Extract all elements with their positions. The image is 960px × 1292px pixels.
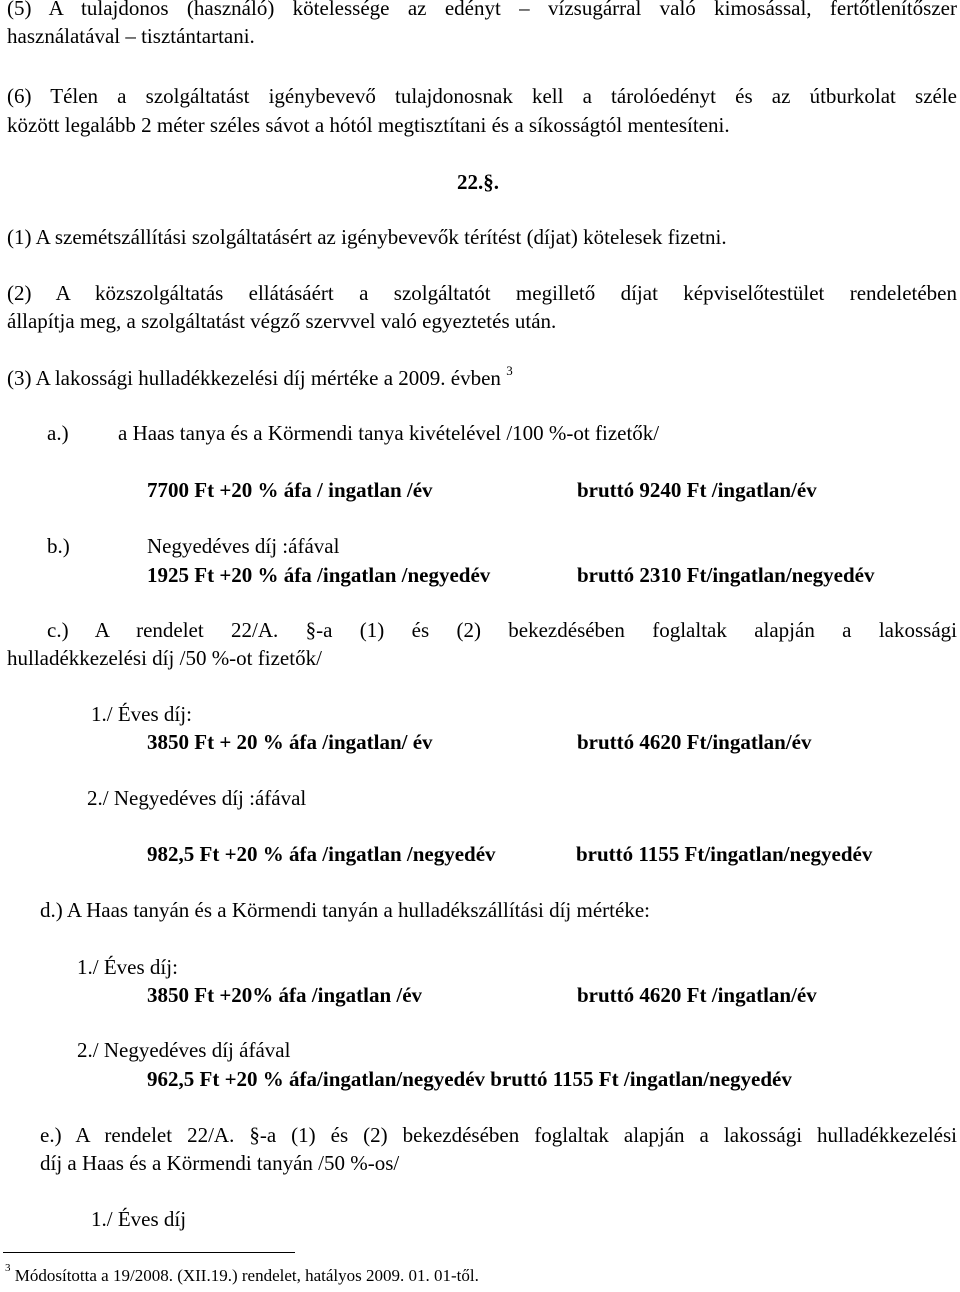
item-a-label: a.) (47, 421, 69, 445)
paragraph-6-line2: között legalább 2 méter széles sávot a hótól megtisztítani és a síkosságtól mentesíteni. (7, 113, 730, 137)
item-e-line2: díj a Haas és a Körmendi tanyán /50 %-os/ (40, 1151, 400, 1175)
item-b-fee: 1925 Ft +20 % áfa /ingatlan /negyedév (147, 563, 491, 587)
item-c-line1: c.) A rendelet 22/A. §-a (1) és (2) bekezdésében foglaltak alapján a lakossági (47, 618, 957, 642)
item-d1-gross: bruttó 4620 Ft /ingatlan/év (577, 983, 817, 1007)
item-c2-gross: bruttó 1155 Ft/ingatlan/negyedév (576, 842, 873, 866)
item-c1-gross: bruttó 4620 Ft/ingatlan/év (577, 730, 812, 754)
section-paragraph-2-line2: állapítja meg, a szolgáltatást végző szervvel való egyeztetés után. (7, 309, 557, 333)
item-e1-label: 1./ Éves díj (91, 1207, 187, 1231)
item-d2-label: 2./ Negyedéves díj áfával (77, 1038, 291, 1062)
section-paragraph-3 (7, 364, 513, 392)
paragraph-5-line2: használatával – tisztántartani. (7, 24, 255, 48)
item-c2-fee: 982,5 Ft +20 % áfa /ingatlan /negyedév (147, 842, 496, 866)
item-a-gross: bruttó 9240 Ft /ingatlan/év (577, 478, 817, 502)
item-d1-fee: 3850 Ft +20% áfa /ingatlan /év (147, 983, 423, 1007)
paragraph-5-line1: (5) A tulajdonos (használó) kötelessége az edényt – vízsugárral való kimosással, fertőtlenítőszer (7, 0, 957, 20)
footnote (5, 1262, 479, 1290)
paragraph-6-line1: (6) Télen a szolgáltatást igénybevevő tulajdonosnak kell a tárolóedényt és az útburkolat széle (7, 84, 957, 108)
item-a-fee: 7700 Ft +20 % áfa / ingatlan /év (147, 478, 433, 502)
item-d2-line: 962,5 Ft +20 % áfa/ingatlan/negyedév bruttó 1155 Ft /ingatlan/negyedév (147, 1067, 792, 1091)
item-e-line1: e.) A rendelet 22/A. §-a (1) és (2) bekezdésében foglaltak alapján a lakossági hulladékkezelési (40, 1123, 957, 1147)
item-c1-fee: 3850 Ft + 20 % áfa /ingatlan/ év (147, 730, 433, 754)
footnote-ref: 3 (506, 363, 513, 378)
footnote-separator (3, 1252, 295, 1253)
item-b-gross: bruttó 2310 Ft/ingatlan/negyedév (577, 563, 875, 587)
item-b-label: b.) (47, 534, 70, 558)
section-paragraph-1: (1) A szemétszállítási szolgáltatásért az igénybevevők térítést (díjat) kötelesek fizetni. (7, 225, 727, 249)
item-c1-label: 1./ Éves díj: (91, 702, 192, 726)
item-c-line2: hulladékkezelési díj /50 %-ot fizetők/ (7, 646, 322, 670)
footnote-number: 3 (5, 1262, 11, 1275)
item-b-text: Negyedéves díj :áfával (147, 534, 340, 558)
footnote-text: Módosította a 19/2008. (XII.19.) rendelet, hatályos 2009. 01. 01-től. (10, 1266, 479, 1285)
item-a-text: a Haas tanya és a Körmendi tanya kivételével /100 %-ot fizetők/ (118, 421, 660, 445)
section-paragraph-2-line1: (2) A közszolgáltatás ellátásáért a szolgáltatót megillető díjat képviselőtestület rendeletében (7, 281, 957, 305)
item-d1-label: 1./ Éves díj: (77, 955, 178, 979)
section-heading: 22.§. (457, 170, 499, 194)
section-paragraph-3-text: (3) A lakossági hulladékkezelési díj mértéke a 2009. évben (7, 366, 507, 390)
item-d-line1: d.) A Haas tanyán és a Körmendi tanyán a hulladékszállítási díj mértéke: (40, 898, 650, 922)
item-c2-label: 2./ Negyedéves díj :áfával (87, 786, 307, 810)
